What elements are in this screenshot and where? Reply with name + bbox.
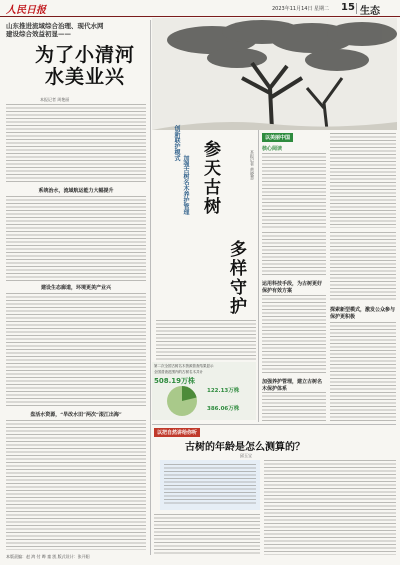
left-body-text-2 — [6, 196, 146, 281]
left-body-text-4 — [6, 420, 146, 550]
page-header — [0, 0, 400, 17]
bottom-box-summary — [160, 460, 260, 510]
column-divider-left — [150, 20, 151, 555]
info-card-total: 508.19万株 — [154, 377, 196, 385]
right-subhead-2: 加强养护管理，建立古树名木保护体系 — [262, 379, 323, 392]
right-body-text-6 — [330, 232, 396, 302]
core-reading-label: 核心阅读 — [262, 146, 283, 152]
bottom-box-title: 古树的年龄是怎么测算的？ — [185, 442, 305, 453]
center-body-text — [156, 320, 256, 360]
masthead-logo: 人民日报 — [6, 5, 46, 16]
info-card-value-3: 386.06万株 — [207, 406, 240, 412]
header-divider — [356, 3, 357, 14]
right-body-text-2 — [330, 133, 396, 228]
page-footer: 本版责编：赵 鸿 付 晔 童 凯 版式设计：张开阳 — [6, 554, 90, 559]
feature-deck — [172, 125, 180, 161]
left-section-head-1: 系统治水，流域航运能力大幅提升 — [38, 188, 114, 194]
right-body-text-1 — [262, 153, 326, 228]
right-body-text-5 — [262, 392, 326, 422]
bottom-body-text-2 — [154, 514, 260, 555]
left-body-text-3 — [6, 293, 146, 408]
feature-byline: 本报记者 黄晓慧 — [250, 150, 255, 180]
right-body-text-4 — [262, 295, 326, 375]
left-section-head-2: 建设生态廊道，环境更美产业兴 — [40, 285, 111, 291]
bottom-body-text-1 — [264, 460, 396, 555]
left-headline-line-1: 为了小清河 — [34, 44, 135, 66]
feature-deck-2: 加强古树名木养护管理 — [182, 155, 189, 215]
left-headline-line-2: 水美业兴 — [44, 66, 125, 88]
bottom-box-author: 邱玉宝 — [240, 453, 252, 458]
page-number: 15 — [341, 2, 355, 13]
feature-deck-col-2 — [181, 155, 189, 215]
left-section-head-3: 盘活水资源，“旱改水田”两次“滚江出海” — [30, 412, 122, 418]
right-body-text-7 — [330, 322, 396, 422]
left-body-text-1 — [6, 104, 146, 184]
right-subhead-1: 运用科技手段，为古树更好保护有效方案 — [262, 281, 323, 294]
summary-text — [164, 464, 256, 506]
section-name: 生态 — [360, 6, 380, 17]
left-subtitle-line-1: 山东推进流域综合治理、现代水网 — [6, 22, 104, 30]
section-tag-nature: 以把自然讲给你听 — [154, 428, 200, 437]
feature-deck-1: 创新联护模式 — [173, 125, 180, 161]
info-card-line-2: 全国普查范围内的古树名木共计 — [154, 370, 203, 374]
pie-chart — [164, 384, 200, 418]
left-headline — [20, 44, 150, 88]
section-tag-beautiful-china: 以美丽中国 — [262, 133, 293, 142]
tree-photo — [152, 18, 397, 130]
issue-date: 2023年11月14日 星期二 — [272, 6, 330, 12]
feature-headline-2: 多样守护 — [226, 240, 246, 316]
bottom-box-rule — [152, 424, 396, 425]
info-card-value-2: 122.13万株 — [207, 388, 240, 394]
left-subtitle — [6, 22, 146, 38]
right-body-text-3 — [262, 232, 326, 277]
left-byline: 本报记者 周艳丽 — [40, 97, 70, 102]
info-card-line-1: 第二次全国古树名木资源普查结果显示 — [154, 364, 214, 368]
column-divider-center — [258, 130, 259, 422]
info-card — [152, 362, 256, 420]
feature-headline-1: 参天古树 — [200, 140, 220, 216]
right-subhead-3: 探索新型模式，激发公众参与保护更积极 — [330, 307, 396, 320]
left-subtitle-line-2: 建设综合效益初显—— — [6, 30, 71, 38]
